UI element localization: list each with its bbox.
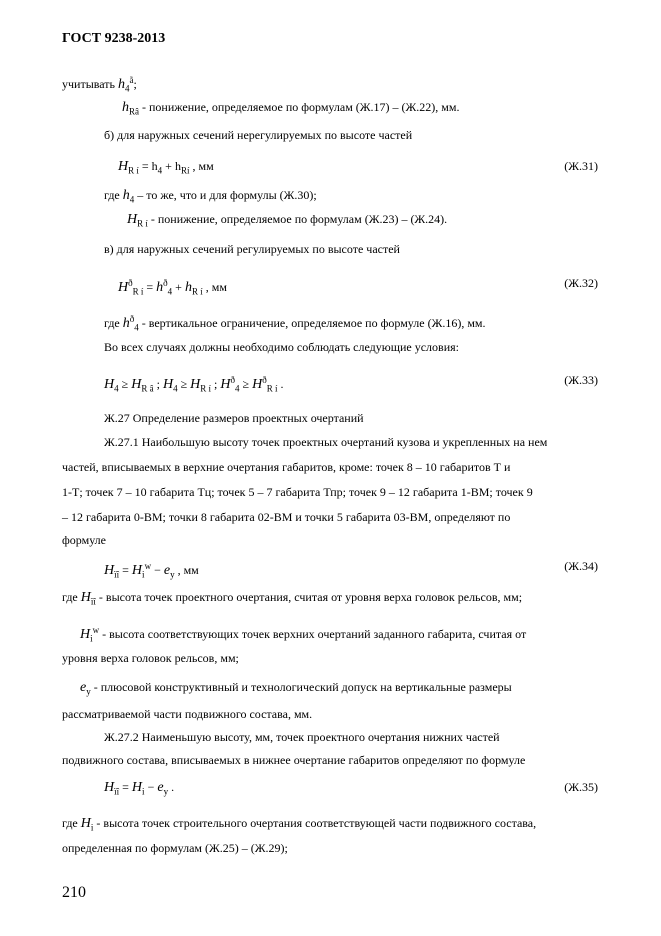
formula-number: (Ж.31)	[564, 159, 598, 173]
text-line: в) для наружных сечений регулируемых по высоте частей	[104, 242, 400, 256]
text-line: формуле	[62, 533, 106, 547]
text-line: где $H_i$ - высота точек строительного очертания соответствующей части подвижного состава,	[62, 816, 537, 833]
text-line: – 12 габарита 0-ВМ; точки 8 габарита 02-ВМ и точки 5 габарита 03-ВМ, определяют по	[62, 510, 511, 524]
text-line: Ж.27.2 Наименьшую высоту, мм, точек проектного очертания нижних частей	[104, 730, 500, 744]
text-line: где $h^ð_4$ - вертикальное ограничение, определяемое по формуле (Ж.16), мм.	[104, 314, 486, 333]
formula-number: (Ж.35)	[564, 780, 598, 794]
formula-number: (Ж.34)	[564, 559, 598, 573]
document-header: ГОСТ 9238-2013	[62, 31, 166, 46]
section-heading: Ж.27 Определение размеров проектных очертаний	[104, 411, 364, 425]
text-line: $H_{R í}$ - понижение, определяемое по формулам (Ж.23) – (Ж.24).	[127, 212, 448, 229]
text-line: 1-Т; точек 7 – 10 габарита Тц; точек 5 – 7 габарита Тпр; точек 9 – 12 габарита 1-ВМ; точек 9	[62, 485, 533, 499]
text-line: частей, вписываемых в верхние очертания габаритов, кроме: точек 8 – 10 габаритов Т и	[62, 460, 511, 474]
text-line: б) для наружных сечений нерегулируемых по высоте частей	[104, 128, 413, 142]
text-line: учитывать $h_4^ã$;	[62, 75, 137, 94]
text-line: $H_i^w$ - высота соответствующих точек верхних очертаний заданного габарита, считая от	[80, 625, 527, 644]
formula-zh33: $H_4 \ge H_{R â}$ ; $H_4 \ge H_{R í}$ ; $H^ð_4 \ge H^ð_{R í}$ . (Ж.33)	[104, 372, 598, 396]
text-line: определенная по формулам (Ж.25) – (Ж.29);	[62, 841, 288, 855]
text-line: где $H_{ïî}$ - высота точек проектного очертания, считая от уровня верха головок рельсов, мм;	[62, 590, 523, 607]
text-line: $h_{Râ}$ - понижение, определяемое по формулам (Ж.17) – (Ж.22), мм.	[122, 100, 460, 117]
formula-zh35: $H_{ïî} = H_i - e_y$ . (Ж.35)	[104, 779, 598, 799]
text-line: где $h_4$ – то же, что и для формулы (Ж.30);	[104, 188, 317, 205]
formula-number: (Ж.32)	[564, 276, 598, 290]
text-line: Во всех случаях должны необходимо соблюдать следующие условия:	[104, 340, 459, 354]
formula-zh31: $H_{R í} = h_4 + h_{Rí}$ , мм (Ж.31)	[118, 158, 598, 178]
text-line: подвижного состава, вписываемых в нижнее очертание габаритов определяют по формуле	[62, 753, 526, 767]
text-line: $e_y$ - плюсовой конструктивный и технологический допуск на вертикальные размеры	[80, 680, 512, 697]
text-line: уровня верха головок рельсов, мм;	[62, 651, 239, 665]
page-number: 210	[62, 884, 86, 901]
text-line: рассматриваемой части подвижного состава, мм.	[62, 707, 313, 721]
formula-zh34: $H_{ïî} = H_i^w - e_y$ , мм (Ж.34)	[104, 558, 598, 582]
formula-zh32: $H^ð_{R í} = h^ð_4 + h_{R í}$ , мм (Ж.32)	[118, 275, 598, 299]
text-line: Ж.27.1 Наибольшую высоту точек проектных очертаний кузова и укрепленных на нем	[104, 435, 548, 449]
formula-number: (Ж.33)	[564, 373, 598, 387]
